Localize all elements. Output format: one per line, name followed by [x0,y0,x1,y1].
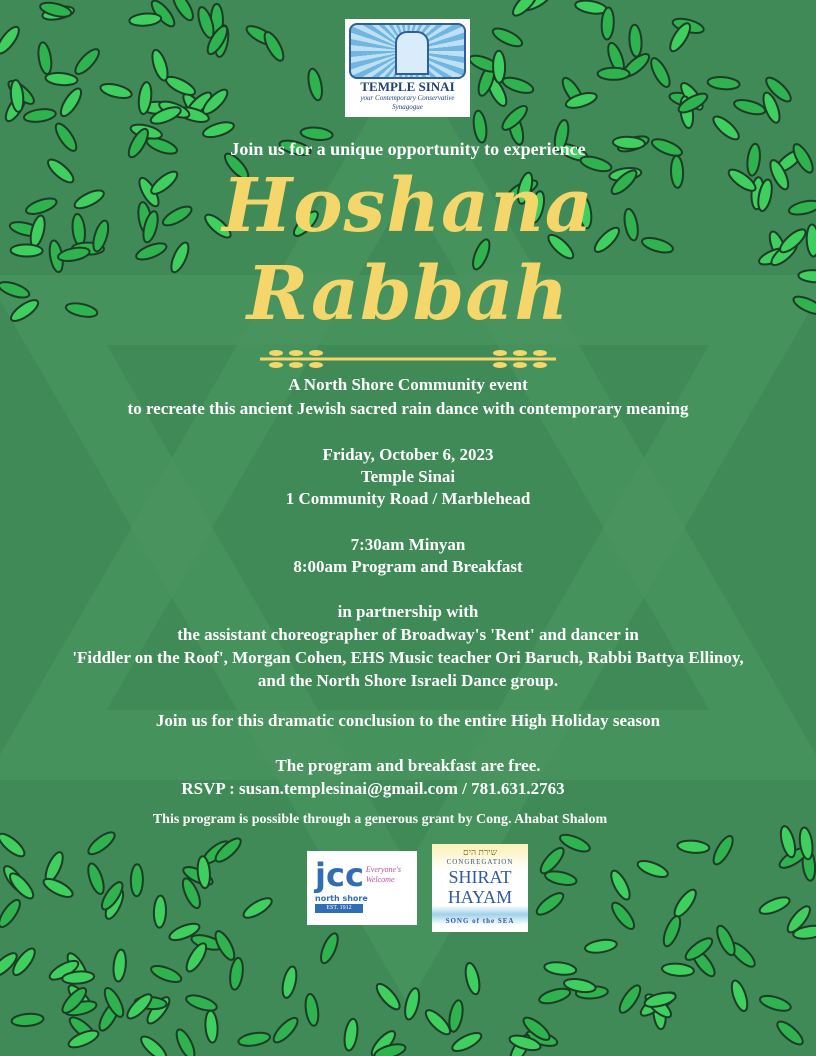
leaf [201,119,235,140]
title-line-2: Rabbah [246,251,570,337]
leaf [538,986,572,1006]
leaf [85,829,118,858]
title-line-1: Hoshana [222,163,594,249]
leaf [648,56,674,90]
leaf [6,870,36,902]
leaf [534,889,567,918]
partner-line-4: and the North Shore Israeli Dance group. [257,671,559,690]
leaf [729,979,751,1013]
leaf [280,965,299,999]
leaf [660,914,683,948]
leaf [183,941,210,975]
leaf [758,993,792,1014]
song-of-sea-text: SONG of the SEA [445,917,515,925]
leaf [636,858,670,881]
shirat-text: SHIRAT [448,867,512,887]
leaf [129,12,162,27]
leaf [774,1018,806,1048]
leaf [237,1031,271,1048]
leaf [707,76,740,91]
congregation-text: CONGREGATION [446,858,514,866]
leaf [45,72,78,87]
logo-tagline: your Contemporary Conservative Synagogue [360,94,455,111]
event-venue: Temple Sinai [360,467,456,486]
time-minyan: 7:30am Minyan [350,535,466,554]
leaf [710,833,736,867]
tablets-icon [349,23,466,79]
leaf [643,990,677,1010]
leaf [677,839,710,854]
leaf [57,86,84,119]
leaf [173,1027,198,1056]
leaf [598,68,630,80]
leaf [261,29,287,63]
leaf [609,900,638,933]
leaf [204,1010,218,1043]
leaf [608,868,634,902]
time-program: 8:00am Program and Breakfast [293,557,523,576]
leaf [0,830,28,860]
leaf [463,962,482,996]
leaf [306,68,324,102]
leaf [149,963,183,986]
leaf [99,81,133,100]
leaf [0,897,24,930]
leaf [733,97,767,117]
partner-line-3: 'Fiddler on the Roof', Morgan Cohen, EHS Music teacher Ori Baruch, Rabbi Battya Ellinoy, [72,648,744,667]
leaf [72,46,103,78]
leaf [241,895,275,922]
grant-text: This program is possible through a generous grant by Cong. Ahabat Shalom [152,812,608,827]
leaf [661,962,694,977]
leaf [778,825,798,859]
leaf [544,961,577,977]
leaf [501,75,535,96]
hayam-text: HAYAM [447,887,513,907]
leaf [490,25,524,50]
conclusion-text: Join us for this dramatic conclusion to the entire High Holiday season [155,711,661,730]
laurel-ornament [256,348,560,370]
logo-name: TEMPLE SINAI [360,79,455,94]
leaf [671,887,700,920]
leaf [402,987,421,1021]
leaf [131,864,144,896]
leaf [584,938,617,955]
temple-sinai-logo [345,19,470,117]
leaf [36,41,53,74]
jcc-name: jcc [315,856,364,894]
partner-line-1: in partnership with [337,602,479,621]
leaf [450,1029,484,1054]
leaf [616,982,644,1015]
subtitle-2: to recreate this ancient Jewish sacred rain dance with contemporary meaning [127,399,689,418]
leaf [153,895,166,927]
jcc-sub: north shore [315,894,368,903]
leaf [628,24,642,57]
rsvp-text: RSVP : susan.templesinai@gmail.com / 781.631.2763 [181,779,565,798]
leaf [714,923,738,957]
jcc-est: EST. 1912 [315,904,363,913]
jcc-slogan: Everyone's Welcome [365,865,401,884]
free-text: The program and breakfast are free. [275,756,541,775]
leaf [164,73,198,98]
leaf [373,981,403,1013]
leaf [0,24,22,57]
leaf [228,957,244,990]
leaf [149,48,170,82]
partner-line-2: the assistant choreographer of Broadway's 'Rent' and dancer in [177,625,639,644]
jcc-north-shore-logo [307,851,417,925]
hebrew-text: שירת הים [462,847,498,857]
leaf [270,1014,301,1045]
leaf [85,862,107,896]
subtitle-1: A North Shore Community event [288,375,528,394]
event-date: Friday, October 6, 2023 [322,445,494,464]
leaf [758,894,792,917]
leaf [41,875,75,900]
leaf [11,1013,44,1028]
leaf [304,993,320,1026]
leaf [343,1018,360,1051]
event-address: 1 Community Road / Marblehead [285,489,531,508]
leaf [318,931,342,965]
leaf [138,1033,170,1056]
intro-text: Join us for a unique opportunity to experience [230,139,586,159]
leaf [23,107,56,123]
leaf [184,992,218,1013]
shirat-hayam-logo [432,844,528,932]
leaf [112,949,127,982]
